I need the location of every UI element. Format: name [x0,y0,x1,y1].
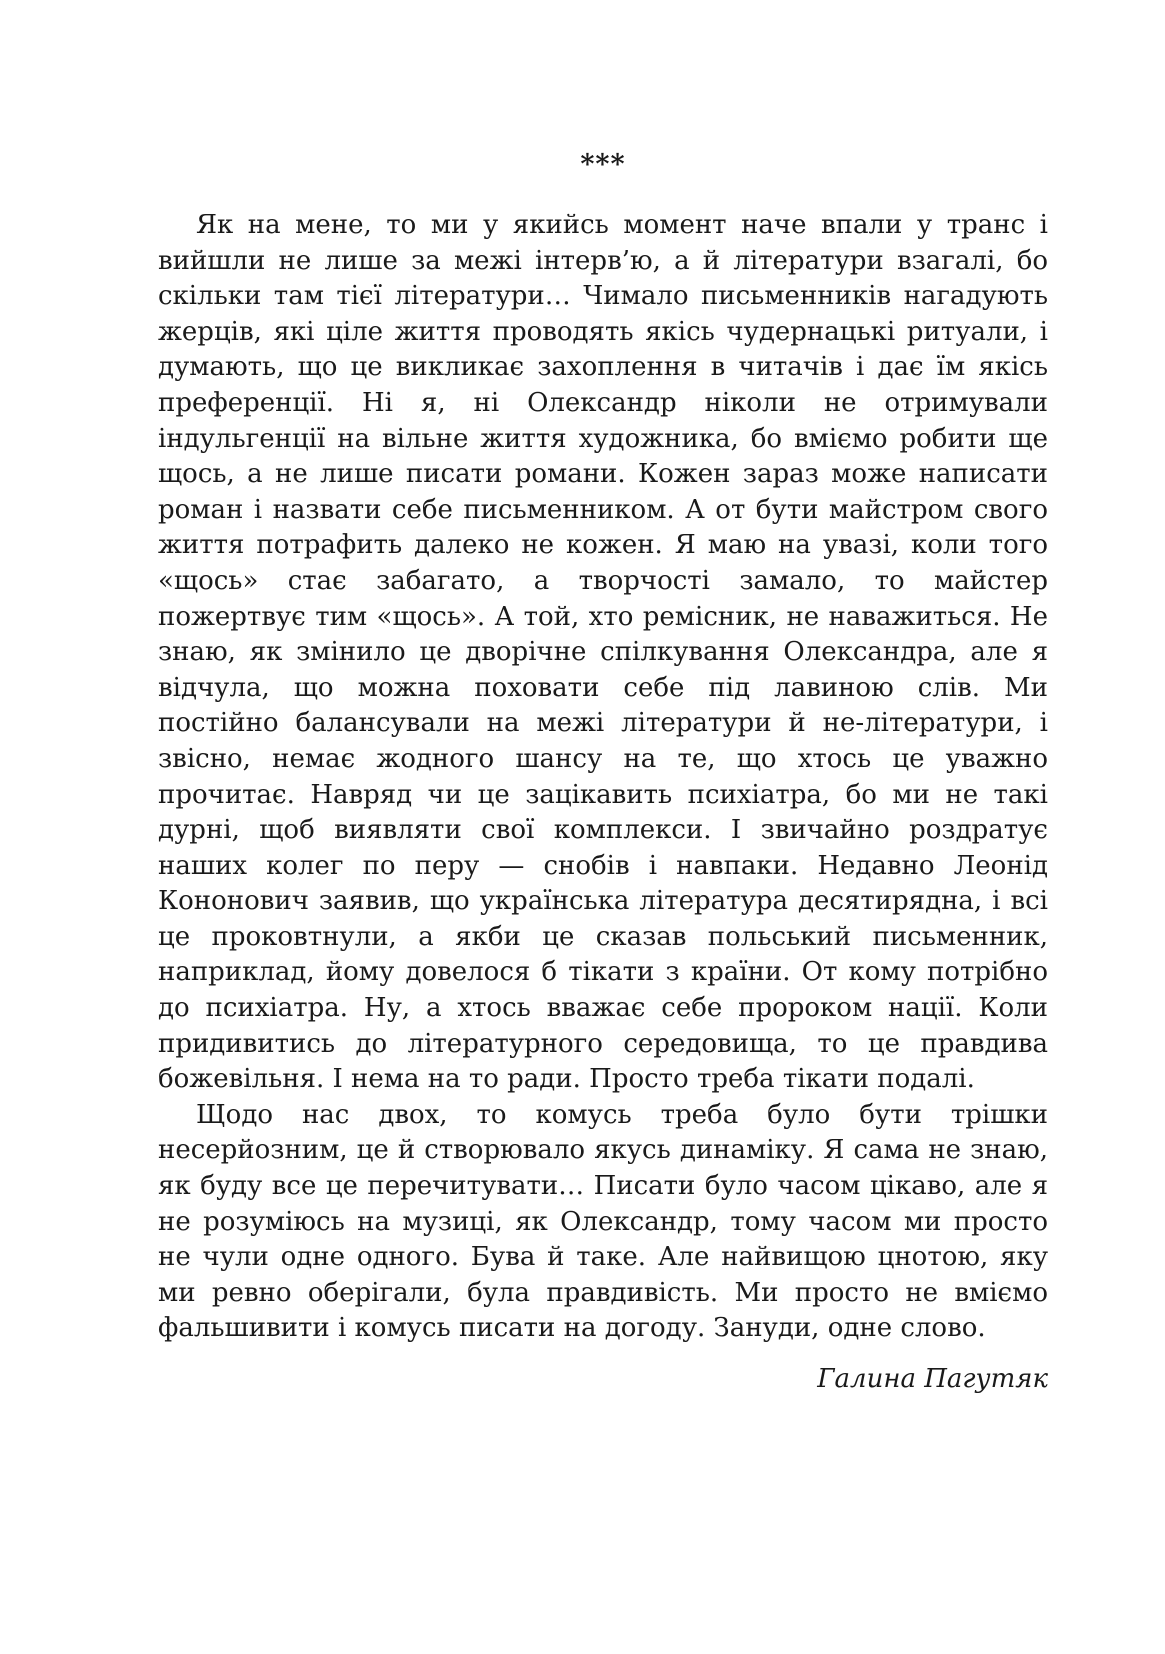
author-signature: Галина Пагутяк [817,1364,1048,1394]
paragraph-1: Як на мене, то ми у якийсь момент наче впали у транс і вийшли не лише за межі інтерв’ю, а й літератури взагалі, бо скільки там тієї літератури… Чимало письменників нагадують жерців, які ціле життя проводять якісь чудернацькі ритуали, і думають, що це викликає захоплення в читачів і дає їм якісь преференції. Ні я, ні Олександр ніколи не отримували індульгенції на вільне життя художника, бо вміємо робити ще щось, а не лише писати романи. Кожен зараз може написати роман і назвати себе письменником. А от бути майстром свого життя потрафить далеко не кожен. Я маю на увазі, коли того «щось» стає забагато, а творчості замало, то майстер пожертвує тим «щось». А той, хто ремісник, не наважиться. Не знаю, як змінило це дворічне спілкування Олександра, але я відчула, що можна поховати себе під лавиною слів. Ми постійно балансували на межі літератури й не-літератури, і звісно, немає жодного шансу на те, що хтось це уважно прочитає. Навряд чи це зацікавить психіатра, бо ми не такі дурні, щоб виявляти свої комплекси. І звичайно роздратує наших колег по перу — снобів і навпаки. Недавно Леонід Кононович заявив, що українська література десятирядна, і всі це проковтнули, а якби це сказав польський письменник, наприклад, йому довелося б тікати з країни. От кому потрібно до психіатра. Ну, а хтось вважає себе пророком нації. Коли придивитись до літературного середовища, то це правдива божевільня. І нема на то ради. Просто треба тікати подалі. [158,210,1048,1095]
paragraph-2: Щодо нас двох, то комусь треба було бути трішки несерйозним, це й створювало якусь динаміку. Я сама не знаю, як буду все це перечитувати… Писати було часом цікаво, але я не розуміюсь на музиці, як Олександр, тому часом ми просто не чули одне одного. Бува й таке. Але найвищою цнотою, яку ми ревно оберігали, була правдивість. Ми просто не вміємо фальшивити і комусь писати на догоду. Зануди, одне слово. [158,1099,1048,1344]
document-page [158,150,1048,1397]
section-separator: *** [580,149,626,180]
